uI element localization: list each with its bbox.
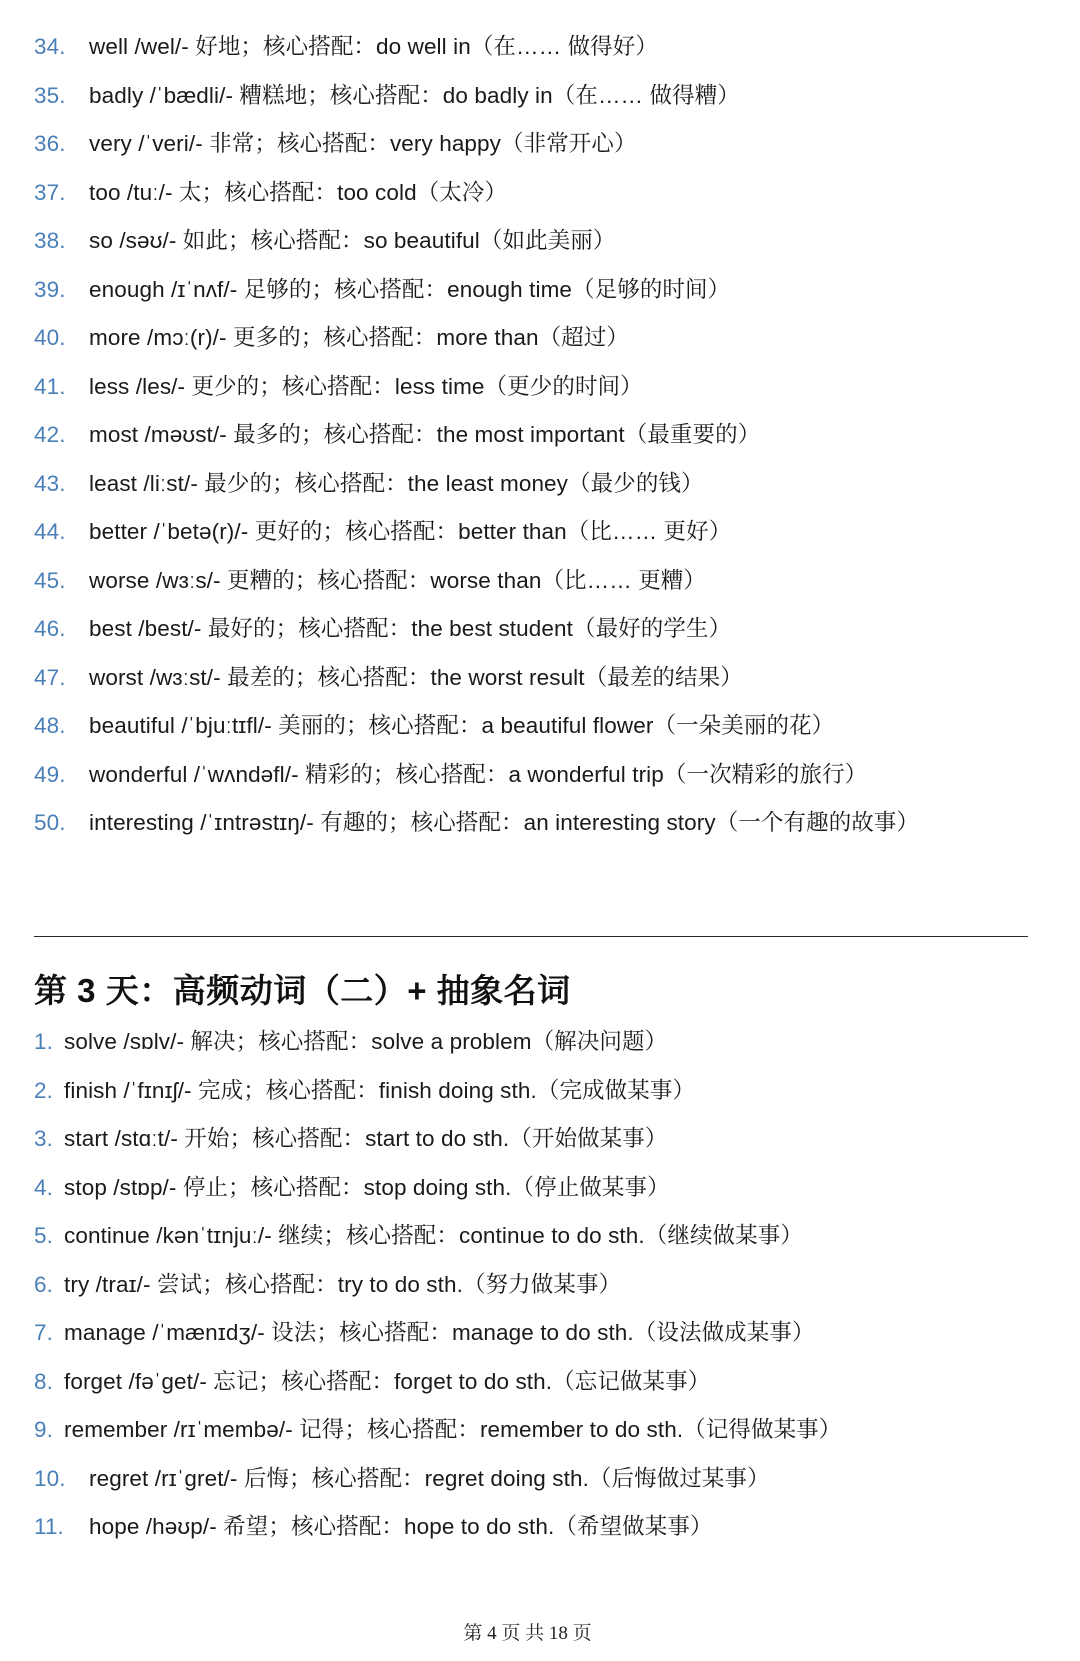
item-number: 39. <box>34 276 66 302</box>
vocab-list-verbs <box>34 1018 841 1552</box>
item-text: solve /sɒlv/- 解决；核心搭配：solve a problem（解决问题） <box>64 1029 668 1054</box>
item-text: well /wel/- 好地；核心搭配：do well in（在…… 做得好） <box>89 34 658 59</box>
item-text: try /traɪ/- 尝试；核心搭配：try to do sth.（努力做某事） <box>64 1271 622 1297</box>
item-text: wonderful /ˈwʌndəfl/- 精彩的；核心搭配：a wonderful trip（一次精彩的旅行） <box>89 761 868 787</box>
item-text: hope /həʊp/- 希望；核心搭配：hope to do sth.（希望做某事） <box>89 1514 713 1539</box>
list-item <box>34 1115 841 1164</box>
item-text: regret /rɪˈgret/- 后悔；核心搭配：regret doing sth.（后悔做过某事） <box>89 1465 770 1491</box>
item-number: 38. <box>34 228 66 253</box>
list-item <box>34 411 919 460</box>
item-text: manage /ˈmænɪdʒ/- 设法；核心搭配：manage to do sth.（设法做成某事） <box>64 1320 815 1345</box>
item-number: 34. <box>34 34 66 59</box>
item-text: finish /ˈfɪnɪʃ/- 完成；核心搭配：finish doing sth.（完成做某事） <box>64 1077 696 1103</box>
item-text: so /səʊ/- 如此；核心搭配：so beautiful（如此美丽） <box>89 228 616 253</box>
list-item <box>34 1503 841 1552</box>
list-item <box>34 799 919 848</box>
item-text: stop /stɒp/- 停止；核心搭配：stop doing sth.（停止做某事） <box>64 1174 670 1200</box>
list-item <box>34 702 919 751</box>
list-item <box>34 363 919 412</box>
item-text: continue /kənˈtɪnjuː/- 继续；核心搭配：continue to do sth.（继续做某事） <box>64 1223 803 1248</box>
item-number: 7. <box>34 1320 53 1345</box>
item-number: 11. <box>34 1514 64 1539</box>
list-item <box>34 314 919 363</box>
list-item <box>34 1261 841 1310</box>
list-item <box>34 72 919 121</box>
list-item <box>34 23 919 72</box>
list-item <box>34 751 919 800</box>
item-text: worse /wɜːs/- 更糟的；核心搭配：worse than（比…… 更糟） <box>89 567 706 593</box>
page-footer: 第 4 页 共 18 页 <box>463 1623 592 1644</box>
item-text: very /ˈveri/- 非常；核心搭配：very happy（非常开心） <box>89 131 637 156</box>
item-number: 1. <box>34 1029 53 1054</box>
item-number: 48. <box>34 713 66 738</box>
item-text: badly /ˈbædli/- 糟糕地；核心搭配：do badly in（在…… 做得糟） <box>89 82 740 108</box>
item-number: 6. <box>34 1271 53 1297</box>
item-number: 44. <box>34 519 66 544</box>
item-text: more /mɔː(r)/- 更多的；核心搭配：more than（超过） <box>89 325 629 350</box>
item-number: 40. <box>34 325 66 350</box>
item-text: most /məʊst/- 最多的；核心搭配：the most important（最重要的） <box>89 422 761 447</box>
item-text: interesting /ˈɪntrəstɪŋ/- 有趣的；核心搭配：an interesting story（一个有趣的故事） <box>89 810 920 835</box>
item-text: least /liːst/- 最少的；核心搭配：the least money（最少的钱） <box>89 470 704 496</box>
item-number: 4. <box>34 1174 53 1200</box>
list-item <box>34 1406 841 1455</box>
item-text: beautiful /ˈbjuːtɪfl/- 美丽的；核心搭配：a beautiful flower（一朵美丽的花） <box>89 713 835 738</box>
list-item <box>34 508 919 557</box>
vocab-list-adverbs-adjectives <box>34 23 919 848</box>
item-text: best /best/- 最好的；核心搭配：the best student（最好的学生） <box>89 616 732 641</box>
item-number: 5. <box>34 1223 53 1248</box>
item-number: 2. <box>34 1077 53 1103</box>
item-number: 46. <box>34 616 66 641</box>
item-number: 8. <box>34 1368 53 1394</box>
list-item <box>34 654 919 703</box>
item-number: 43. <box>34 470 66 496</box>
item-text: worst /wɜːst/- 最差的；核心搭配：the worst result（最差的结果） <box>89 664 743 690</box>
item-text: forget /fəˈget/- 忘记；核心搭配：forget to do sth.（忘记做某事） <box>64 1368 711 1394</box>
list-item <box>34 1018 841 1067</box>
list-item <box>34 217 919 266</box>
item-number: 42. <box>34 422 66 447</box>
item-number: 45. <box>34 567 66 593</box>
section-title: 第 3 天：高频动词（二）+ 抽象名词 <box>34 972 571 1009</box>
item-text: too /tuː/- 太；核心搭配：too cold（太冷） <box>89 179 508 205</box>
item-text: start /stɑːt/- 开始；核心搭配：start to do sth.（开始做某事） <box>64 1126 668 1151</box>
list-item <box>34 120 919 169</box>
item-number: 37. <box>34 179 66 205</box>
item-number: 36. <box>34 131 66 156</box>
item-text: less /les/- 更少的；核心搭配：less time（更少的时间） <box>89 373 643 399</box>
item-number: 10. <box>34 1465 66 1491</box>
list-item <box>34 1309 841 1358</box>
item-number: 47. <box>34 664 66 690</box>
item-text: remember /rɪˈmembə/- 记得；核心搭配：remember to do sth.（记得做某事） <box>64 1417 842 1442</box>
item-number: 3. <box>34 1126 53 1151</box>
list-item <box>34 169 919 218</box>
item-number: 9. <box>34 1417 53 1442</box>
item-number: 35. <box>34 82 66 108</box>
section-divider <box>34 936 1028 937</box>
item-number: 49. <box>34 761 66 787</box>
list-item <box>34 1164 841 1213</box>
list-item <box>34 1358 841 1407</box>
list-item <box>34 557 919 606</box>
item-text: better /ˈbetə(r)/- 更好的；核心搭配：better than（比…… 更好） <box>89 519 732 544</box>
list-item <box>34 605 919 654</box>
list-item <box>34 1455 841 1504</box>
item-text: enough /ɪˈnʌf/- 足够的；核心搭配：enough time（足够的时间） <box>89 276 731 302</box>
list-item <box>34 460 919 509</box>
item-number: 41. <box>34 373 66 399</box>
item-number: 50. <box>34 810 66 835</box>
list-item <box>34 1212 841 1261</box>
list-item <box>34 266 919 315</box>
list-item <box>34 1067 841 1116</box>
